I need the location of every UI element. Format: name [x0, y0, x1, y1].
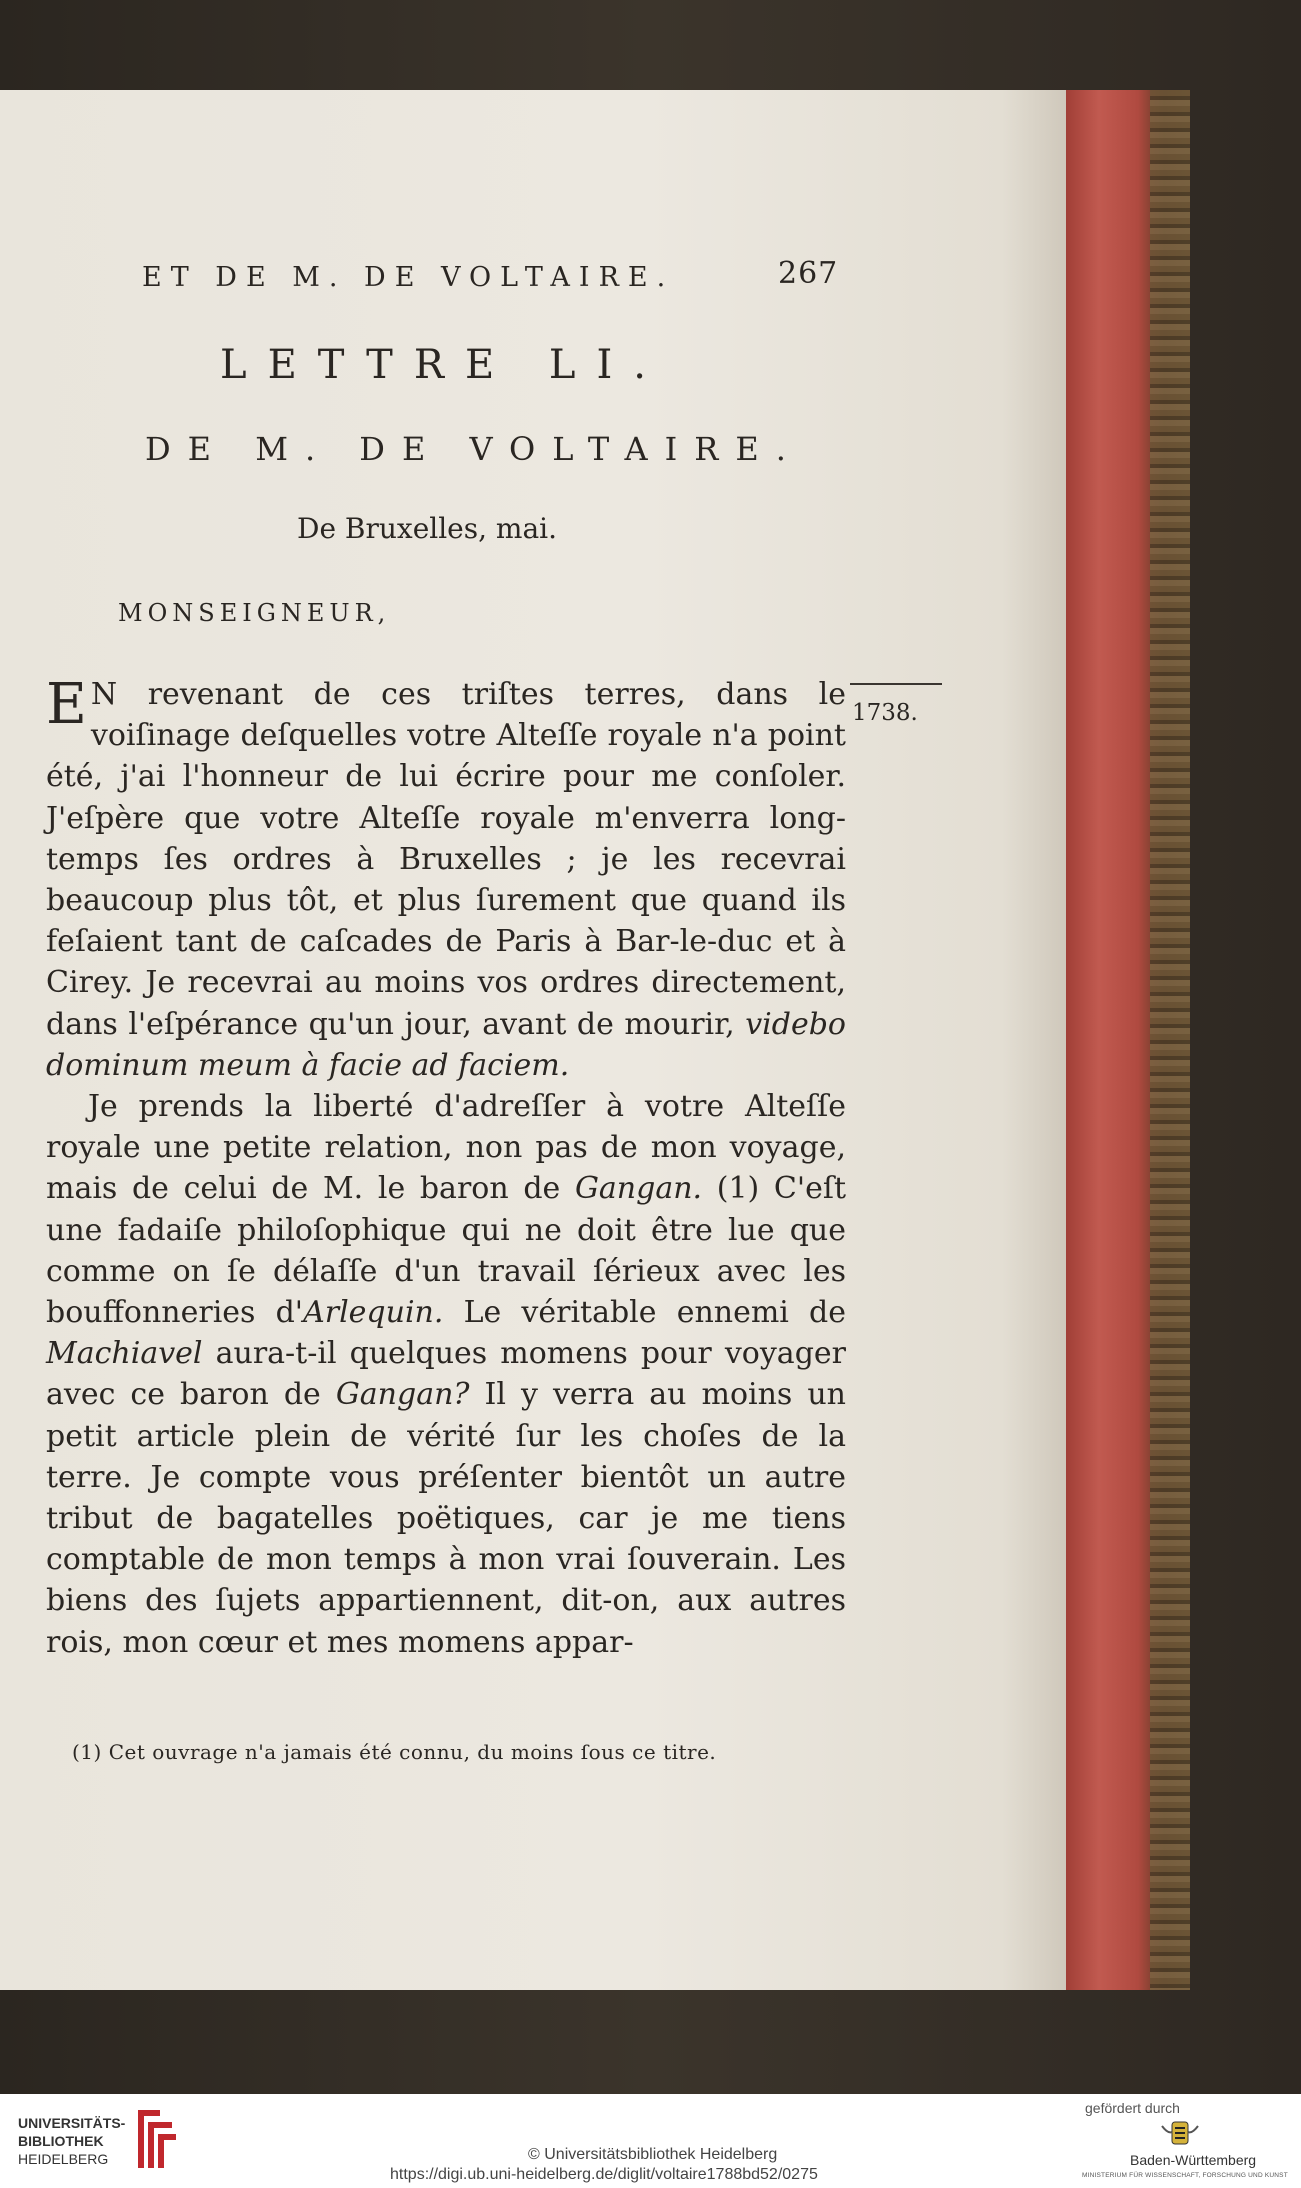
p2-name-gangan: Gangan. — [574, 1171, 703, 1207]
letter-from: DE M. DE VOLTAIRE. — [145, 430, 803, 468]
p1-latin-quote: videbo dominum meum à facie ad faciem. — [46, 1006, 846, 1083]
library-name-line: HEIDELBERG — [18, 2151, 109, 2167]
funded-by-label: gefördert durch — [1085, 2100, 1180, 2116]
p1-text: N revenant de ces triſtes terres, dans le voiſinage deſquelles votre Alteſſe royale n'a point été, j'ai l'honneur de lui écrire pour me conſoler. J'eſpère que votre Alteſſe royale m'enverra long-temps ſes ordres à Bruxelles ; je les recevrai beaucoup plus tôt, et plus ſurement que quand ils feſaient tant de caſcades de Paris à Bar-le-duc et à Cirey. Je recevrai au moins vos ordres directement, dans l'eſpérance qu'un jour, avant de mourir, — [46, 677, 846, 1042]
p2-text: (1) C'eſt une fadaiſe philoſophique qui ne doit être lue que comme on ſe délaſſe d'un travail ſérieux avec les bouffonneries d' — [46, 1171, 847, 1331]
footnote: (1) Cet ouvrage n'a jamais été connu, du moins ſous ce titre. — [72, 1740, 717, 1764]
permalink[interactable]: https://digi.ub.uni-heidelberg.de/diglit/voltaire1788bd52/0275 — [390, 2166, 818, 2183]
paragraph-2 — [46, 1086, 846, 1663]
library-name-line: BIBLIOTHEK — [18, 2133, 104, 2149]
funder-ministry: MINISTERIUM FÜR WISSENSCHAFT, FORSCHUNG UND KUNST — [1082, 2172, 1288, 2179]
library-logo-icon — [132, 2104, 180, 2174]
p2-name-gangan: Gangan? — [335, 1377, 470, 1413]
page-number: 267 — [778, 256, 839, 291]
running-head: ET DE M. DE VOLTAIRE. — [142, 262, 675, 293]
p2-name-arlequin: Arlequin. — [303, 1295, 444, 1331]
book-edge — [1060, 90, 1190, 1990]
p2-text: Je prends la liberté d'adreſſer à votre Alteſſe royale une petite relation, non pas de mon voyage, mais de celui de M. le baron de — [46, 1089, 846, 1207]
place-date: De Bruxelles, mai. — [297, 512, 558, 545]
salutation: MONSEIGNEUR, — [118, 599, 391, 627]
drop-cap: E — [46, 672, 87, 737]
letter-body — [46, 674, 846, 1663]
p2-text: aura-t-il quelques momens pour voyager avec ce baron de — [46, 1336, 846, 1413]
copyright-notice: © Universitätsbibliothek Heidelberg — [528, 2146, 778, 2163]
paragraph-1 — [46, 674, 846, 1086]
p2-name-machiavel: Machiavel — [46, 1336, 203, 1372]
viewer-footer — [0, 2094, 1301, 2188]
library-name-line: UNIVERSITÄTS- — [18, 2115, 126, 2131]
funder-name: Baden-Württemberg — [1130, 2152, 1257, 2168]
library-name[interactable] — [18, 2114, 125, 2168]
margin-year: 1738. — [852, 700, 918, 726]
letter-title: LETTRE LI. — [220, 342, 667, 388]
p2-text: Il y verra au moins un petit article plein de vérité ſur les choſes de la terre. Je compte vous préſenter bientôt un autre tribut de bagatelles poëtiques, car je me tiens comptable de mon temps à mon vrai ſouverain. Les biens des ſujets appartiennent, dit-on, aux autres rois, mon cœur et mes momens appar- — [46, 1377, 846, 1660]
margin-rule — [850, 683, 942, 685]
book-page — [0, 90, 1066, 1990]
p2-text: Le véritable ennemi de — [443, 1295, 846, 1331]
coat-of-arms-icon — [1160, 2118, 1200, 2148]
